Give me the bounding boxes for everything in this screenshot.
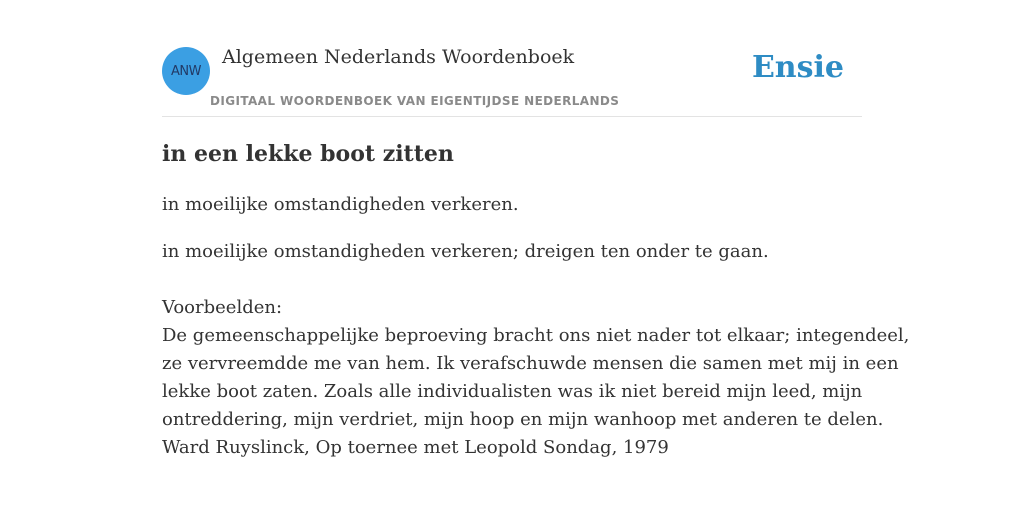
examples-label: Voorbeelden:	[162, 297, 283, 318]
entry-headword: in een lekke boot zitten	[162, 141, 454, 167]
short-definition: in moeilijke omstandigheden verkeren.	[162, 194, 519, 215]
example-line: ze vervreemdde me van hem. Ik verafschuwde mensen die samen met mij in een	[162, 353, 899, 374]
anw-logo[interactable]	[162, 47, 210, 95]
example-line: De gemeenschappelijke beproeving bracht ons niet nader tot elkaar; integendeel,	[162, 325, 910, 346]
entry-content	[162, 138, 910, 462]
definition: in moeilijke omstandigheden verkeren; dreigen ten onder te gaan.	[162, 241, 769, 262]
site-header	[162, 44, 862, 117]
logo-text: ANW	[171, 63, 201, 79]
example-line: ontreddering, mijn verdriet, mijn hoop en mijn wanhoop met anderen te delen.	[162, 409, 884, 430]
example-source: Ward Ruyslinck, Op toernee met Leopold Sondag, 1979	[162, 437, 669, 458]
site-title[interactable]: Algemeen Nederlands Woordenboek	[222, 46, 575, 68]
ensie-brand-logo[interactable]: Ensie	[751, 50, 844, 85]
site-subtitle: DIGITAAL WOORDENBOEK VAN EIGENTIJDSE NEDERLANDS	[210, 94, 620, 108]
example-line: lekke boot zaten. Zoals alle individualisten was ik niet bereid mijn leed, mijn	[162, 381, 863, 402]
examples-block	[162, 294, 910, 462]
